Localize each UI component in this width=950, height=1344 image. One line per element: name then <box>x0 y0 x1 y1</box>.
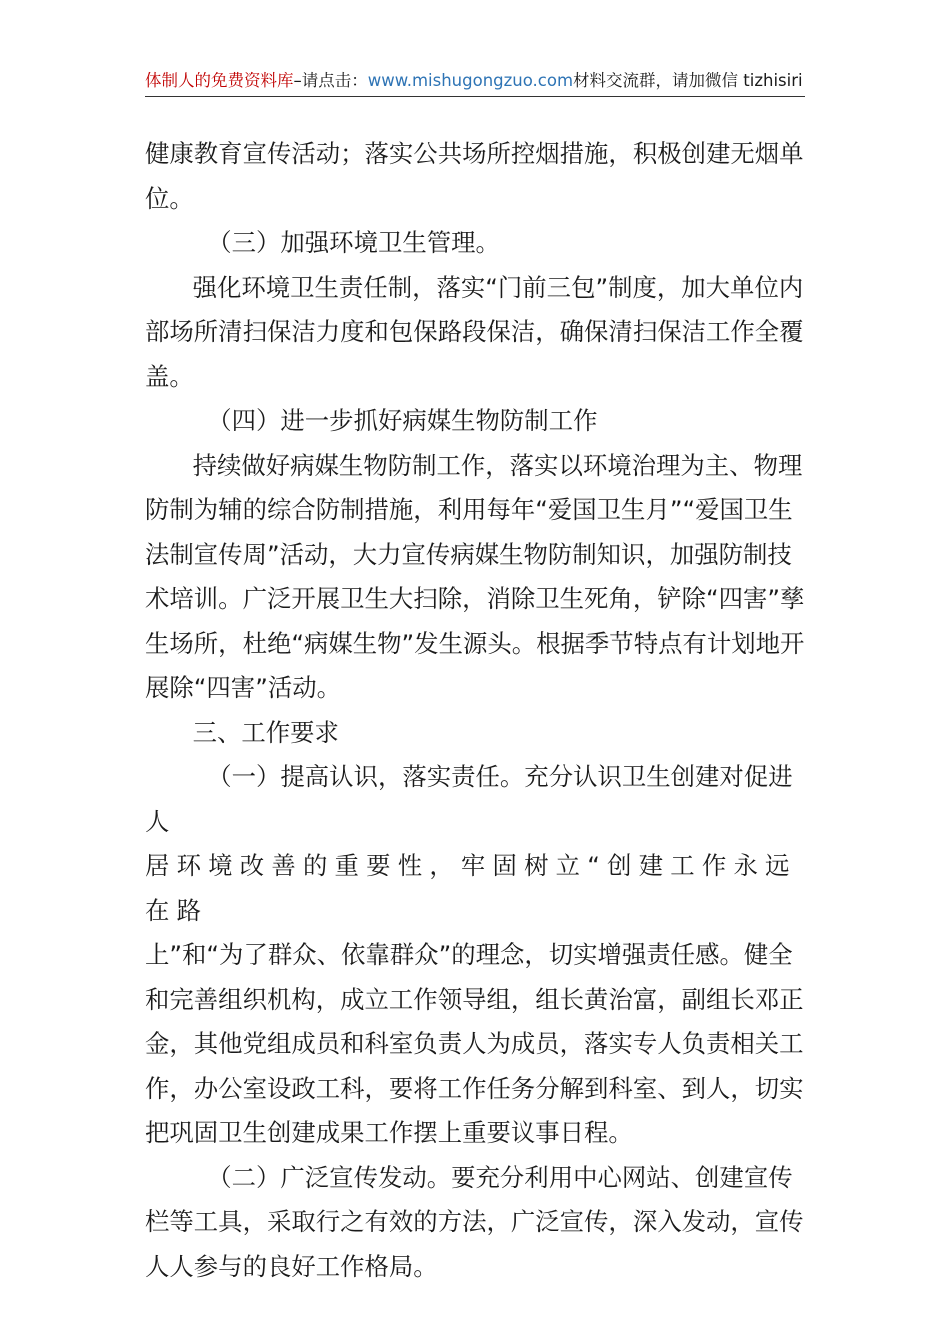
heading-vector-control: （四）进一步抓好病媒生物防制工作 <box>207 406 598 435</box>
header-library-name: 体制人的免费资料库 <box>145 71 294 90</box>
paragraph-smoke-control: 健康教育宣传活动；落实公共场所控烟措施，积极创建无烟单位。 <box>145 139 804 213</box>
header-click-prompt: –请点击： <box>293 71 368 90</box>
document-body <box>145 132 807 1289</box>
header-website-link[interactable]: www.mishugongzuo.com <box>367 71 574 90</box>
header-wechat-text: 材料交流群，请加微信 tizhisiri <box>573 71 803 90</box>
paragraph-vector-control: 持续做好病媒生物防制工作，落实以环境治理为主、物理防制为辅的综合防制措施，利用每年“爱国卫生月”“爱国卫生法制宣传周”活动，大力宣传病媒生物防制知识，加强防制技术培训。广泛开展卫生大扫除，消除卫生死角，铲除“四害”孳生场所，杜绝“病媒生物”发生源头。根据季节特点有计划地开展除“四害”活动。 <box>145 450 805 702</box>
section-heading-work-requirements: 三、工作要求 <box>192 717 339 747</box>
paragraph-responsibility-rest: 上”和“为了群众、依靠群众”的理念，切实增强责任感。健全和完善组织机构，成立工作领导组，组长黄治富，副组长邓正金，其他党组成员和科室负责人为成员，落实专人负责相关工作，办公室设政工科，要将工作任务分解到科室、到人，切实把巩固卫生创建成果工作摆上重要议事日程。 <box>145 940 804 1147</box>
paragraph-publicity: （二）广泛宣传发动。要充分利用中心网站、创建宣传栏等工具，采取行之有效的方法，广泛宣传，深入发动，宣传人人参与的良好工作格局。 <box>145 1162 804 1281</box>
heading-environment-management: （三）加强环境卫生管理。 <box>207 228 500 257</box>
page-header <box>145 68 805 97</box>
paragraph-environment-management: 强化环境卫生责任制，落实“门前三包”制度，加大单位内部场所清扫保洁力度和包保路段保洁，确保清扫保洁工作全覆盖。 <box>145 272 804 391</box>
paragraph-responsibility-line1: （一）提高认识，落实责任。充分认识卫生创建对促进人 <box>145 762 793 836</box>
paragraph-responsibility-line2: 居环境改善的重要性，牢固树立“创建工作永远在路 <box>145 851 797 925</box>
